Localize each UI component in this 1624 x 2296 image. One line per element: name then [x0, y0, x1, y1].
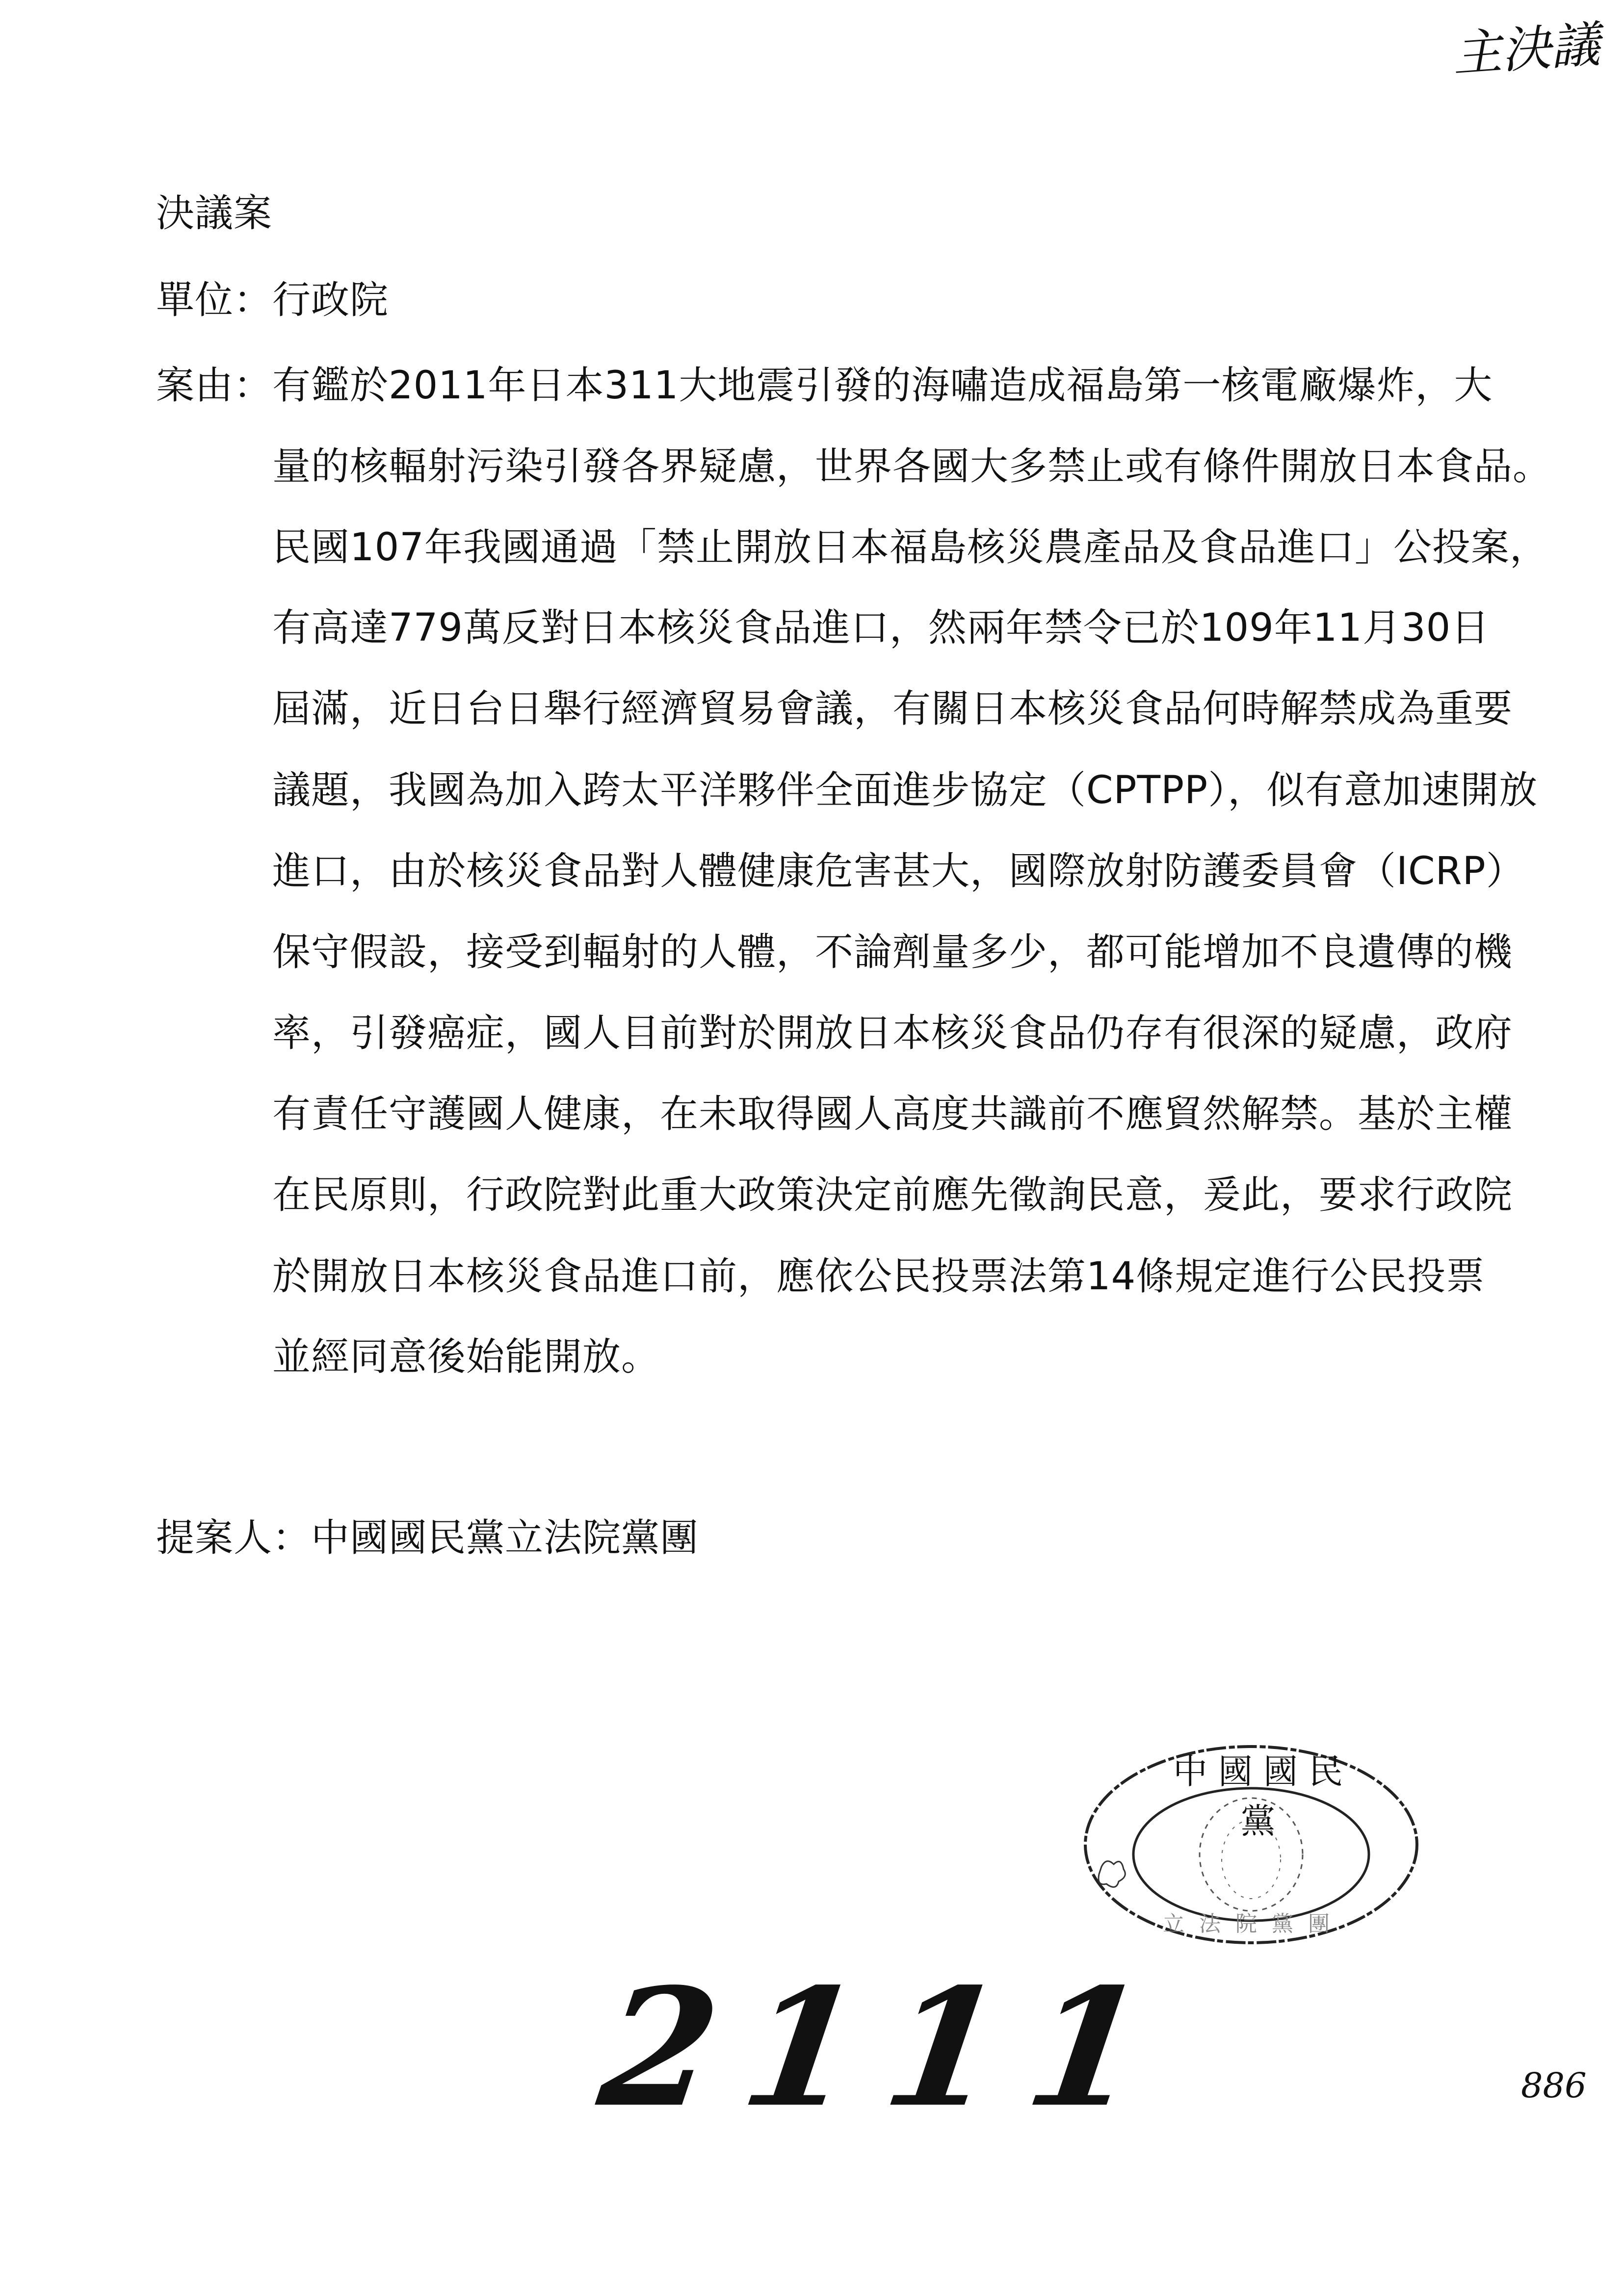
- handwritten-signature: 主決議: [1450, 15, 1602, 83]
- reason-line: 議題，我國為加入跨太平洋夥伴全面進步協定（CPTPP），似有意加速開放: [272, 768, 1538, 812]
- handwritten-number: 2111: [590, 1953, 1185, 2143]
- document-title: 決議案: [156, 191, 273, 235]
- reason-line: 進口，由於核災食品對人體健康危害甚大，國際放射防護委員會（ICRP）: [272, 849, 1525, 893]
- reason-line: 量的核輻射污染引發各界疑慮，世界各國大多禁止或有條件開放日本食品。: [272, 444, 1552, 489]
- party-seal-stamp: [1082, 1744, 1420, 1945]
- proposer-line: 提案人：中國國民黨立法院黨團: [156, 1516, 699, 1560]
- seal-top-text: 中國國民黨: [1173, 1751, 1354, 1841]
- reason-line: 保守假設，接受到輻射的人體，不論劑量多少，都可能增加不良遺傳的機: [272, 930, 1513, 974]
- reason-line: 在民原則，行政院對此重大政策決定前應先徵詢民意，爰此，要求行政院: [272, 1173, 1513, 1217]
- reason-line: 案由：有鑑於2011年日本311大地震引發的海嘯造成福島第一核電廠爆炸，大: [156, 364, 1493, 408]
- reason-line: 並經同意後始能開放。: [272, 1335, 660, 1379]
- reason-line: 於開放日本核災食品進口前，應依公民投票法第14條規定進行公民投票: [272, 1254, 1485, 1299]
- reason-line: 屆滿，近日台日舉行經濟貿易會議，有關日本核災食品何時解禁成為重要: [272, 687, 1513, 731]
- page-number: 886: [1521, 2065, 1587, 2106]
- reason-line: 民國107年我國通過「禁止開放日本福島核災農產品及食品進口」公投案，: [272, 525, 1548, 570]
- reason-line: 率，引發癌症，國人目前對於開放日本核災食品仍存有很深的疑慮，政府: [272, 1011, 1513, 1055]
- unit-line: 單位：行政院: [156, 278, 389, 322]
- reason-line: 有高達779萬反對日本核災食品進口，然兩年禁令已於109年11月30日: [272, 606, 1490, 650]
- reason-line: 有責任守護國人健康，在未取得國人高度共識前不應貿然解禁。基於主權: [272, 1092, 1513, 1136]
- seal-bottom-text: 立法院黨團: [1163, 1911, 1344, 1936]
